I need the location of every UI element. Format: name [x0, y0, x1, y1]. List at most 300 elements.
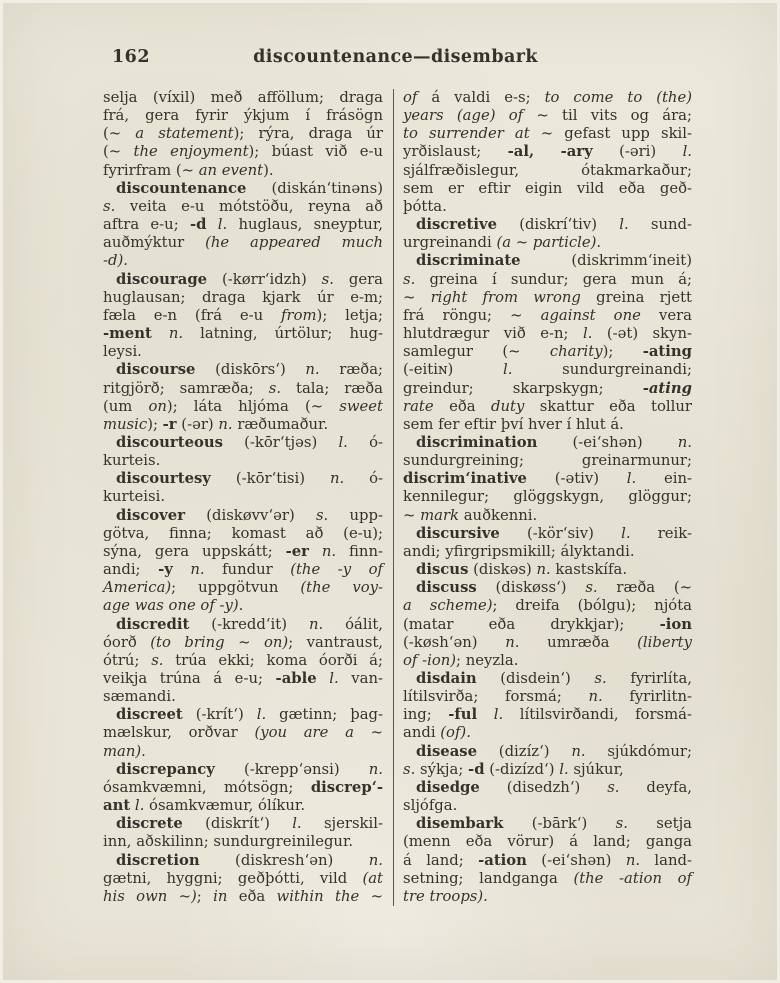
dict-line: [103, 652, 383, 670]
entry-text: the enjoyment: [133, 143, 249, 161]
entry-text: sýkja;: [415, 760, 469, 778]
entry-text: frá röngu; ~: [403, 306, 541, 324]
entry-text: s.: [268, 379, 282, 397]
dict-line: [403, 779, 692, 797]
entry-text: n.: [571, 742, 586, 760]
entry-text: ~: [359, 887, 383, 905]
headword-text: discrim‘inative: [403, 470, 527, 488]
entry-text: greindur; skarpskygn;: [403, 379, 643, 397]
dict-line: [403, 398, 692, 416]
entry-text: l.: [621, 524, 631, 542]
dict-line: [403, 852, 692, 870]
entry-text: l.: [619, 216, 629, 234]
dict-line: [103, 307, 383, 325]
dict-line: [403, 89, 692, 107]
entry-text: (liberty: [637, 633, 692, 651]
entry-text: fyrirlitn-: [602, 688, 692, 706]
headword-text: -able: [275, 670, 317, 687]
entry-text: (diskøss‘): [476, 579, 586, 597]
entry-text: kurteisi.: [103, 488, 166, 506]
entry-text: huglaus, sneyptur,: [227, 216, 383, 234]
entry-text: l.: [134, 797, 145, 815]
right-column: [403, 89, 692, 906]
dict-line: [403, 525, 692, 543]
entry-text: upp-: [328, 506, 383, 524]
entry-text: sem fer eftir því hver í hlut á.: [403, 415, 624, 433]
entry-text: (the voy-: [300, 579, 383, 597]
entry-text: sýna, gera uppskátt;: [103, 542, 286, 560]
entry-text: (-køsh‘ən): [403, 633, 506, 651]
entry-text: (-əri): [592, 143, 683, 161]
entry-text: l.: [292, 815, 302, 833]
dict-line: [403, 470, 692, 488]
entry-text: s.: [321, 270, 334, 288]
entry-text: sundurgreining; greinarmunur;: [403, 452, 692, 470]
entry-text: s.: [103, 197, 116, 215]
entry-text: n.: [677, 433, 692, 451]
entry-text: sjúkdómur;: [585, 742, 692, 760]
entry-text: duty: [491, 397, 525, 415]
headword-text: -er: [285, 542, 309, 560]
entry-text: n.: [505, 633, 520, 651]
dict-line: [103, 597, 383, 615]
entry-text: (~: [103, 125, 136, 143]
dict-line: [103, 89, 383, 107]
dict-line: [103, 724, 383, 742]
entry-text: (he appeared much: [205, 234, 383, 252]
entry-text: s.: [403, 270, 416, 288]
entry-text: charity: [549, 343, 603, 361]
entry-text: ;: [196, 887, 214, 905]
entry-text: (disdein‘): [476, 670, 595, 687]
entry-text: ; vantraust,: [288, 633, 383, 651]
entry-text: age was one of -y).: [103, 597, 244, 615]
dict-line: [103, 797, 383, 815]
entry-text: ; uppgötvun: [171, 579, 301, 597]
entry-text: [317, 670, 330, 687]
entry-text: ); láta hljóma (~: [166, 397, 340, 415]
dict-line: [103, 488, 383, 506]
entry-text: finn-: [336, 542, 383, 560]
entry-text: fæla e-n (frá e-u: [103, 306, 282, 324]
entry-text: ó-: [344, 470, 383, 488]
entry-text: (dizíz‘): [477, 742, 572, 760]
entry-text: á valdi e-s;: [417, 89, 545, 106]
entry-text: l.: [256, 706, 267, 724]
dict-line: [103, 289, 383, 307]
dict-line: [103, 198, 383, 216]
dict-line: [103, 416, 383, 434]
entry-text: frá, gera fyrir ýkjum í frásögn: [103, 107, 383, 125]
entry-text: aftra e-u;: [103, 216, 190, 234]
dict-line: [403, 761, 692, 779]
dict-line: [103, 525, 383, 543]
dict-line: [403, 706, 692, 724]
dict-line: [103, 125, 383, 143]
entry-text: n.: [329, 470, 345, 488]
entry-text: eða: [227, 887, 277, 905]
entry-text: (matar eða drykkjar);: [403, 615, 660, 633]
dict-line: [403, 180, 692, 198]
dict-line: [103, 507, 383, 525]
entry-text: andi; yfirgripsmikill; ályktandi.: [403, 542, 635, 560]
entry-text: inn, aðskilinn; sundurgreinilegur.: [103, 833, 354, 851]
headword-text: -d: [468, 760, 485, 778]
dict-line: [103, 398, 383, 416]
entry-text: ~ gefast upp skil-: [529, 125, 693, 143]
entry-text: kurteis.: [103, 452, 161, 470]
dict-line: [103, 870, 383, 888]
headword-text: discourteous: [116, 433, 223, 451]
dict-line: [403, 434, 692, 452]
headword-text: discover: [116, 506, 185, 524]
entry-text: (to bring ~ on): [150, 633, 289, 651]
entry-text: a statement: [135, 125, 234, 143]
headword-text: -ation: [478, 851, 527, 869]
entry-text: n.: [305, 361, 320, 379]
entry-text: selja (víxil) með afföllum; draga: [103, 89, 383, 106]
dict-line: [103, 361, 383, 379]
headword-text: -ion: [659, 615, 692, 633]
entry-text: gætinn; þag-: [266, 706, 383, 724]
dict-line: [403, 634, 692, 652]
column-divider-rule: [393, 89, 394, 906]
entry-text: (-ei‘shən): [526, 851, 626, 869]
dict-line: [403, 488, 692, 506]
entry-text: -d).: [103, 252, 128, 270]
entry-text: sljófga.: [403, 797, 458, 815]
headword-text: disdain: [416, 670, 477, 687]
dict-line: [403, 724, 692, 742]
entry-text: sjúkur,: [568, 760, 624, 778]
entry-text: sæmandi.: [103, 688, 176, 706]
dict-line: [403, 380, 692, 398]
entry-text: );: [147, 415, 163, 433]
entry-text: urgreinandi: [403, 234, 497, 252]
dict-line: [403, 507, 692, 525]
entry-text: greina rjett: [580, 288, 692, 306]
headword-text: -ment: [103, 325, 152, 343]
dict-line: [403, 125, 692, 143]
dict-line: [103, 216, 383, 234]
entry-text: setning; landganga: [403, 869, 574, 887]
entry-text: [152, 325, 169, 342]
entry-text: óorð: [103, 633, 151, 651]
entry-text: (-ər): [176, 415, 219, 433]
dict-line: [403, 198, 692, 216]
headword-text: discourtesy: [116, 470, 211, 488]
entry-text: andi;: [103, 561, 159, 579]
headword-text: disembark: [416, 815, 504, 833]
dict-line: [103, 162, 383, 180]
entry-text: skattur eða tollur: [524, 397, 692, 415]
entry-text: rate: [403, 397, 434, 415]
entry-text: ósamkvæmur, ólíkur.: [144, 797, 306, 815]
entry-text: (-kōr‘tjəs): [222, 433, 339, 451]
headword-text: discretive: [416, 216, 497, 234]
entry-text: tre troops).: [403, 887, 488, 905]
entry-text: sundurgreinandi;: [512, 361, 692, 379]
dict-line: [403, 361, 692, 379]
entry-text: veikja trúna á e-u;: [103, 670, 276, 687]
entry-text: hlutdrægur við e-n;: [403, 325, 583, 343]
headword-text: discrimination: [416, 433, 538, 451]
dict-line: [403, 343, 692, 361]
entry-text: ; dreifa (bólgu); njóta: [492, 597, 692, 615]
dict-line: [103, 833, 383, 851]
entry-text: auðkenni.: [459, 506, 538, 524]
running-head: discountenance—disembark: [253, 47, 538, 67]
entry-text: his own ~): [103, 887, 197, 905]
dict-line: [103, 852, 383, 870]
headword-text: discrete: [116, 815, 183, 833]
dict-line: [103, 143, 383, 161]
dict-line: [403, 252, 692, 270]
entry-text: an event: [198, 161, 264, 179]
entry-text: (diskresh‘ən): [199, 851, 369, 869]
entry-text: sjálfræðislegur, ótakmarkaður;: [403, 161, 692, 179]
dict-line: [403, 815, 692, 833]
entry-text: l.: [329, 670, 339, 687]
dict-line: [103, 470, 383, 488]
dict-line: [403, 743, 692, 761]
entry-text: l.: [503, 361, 513, 379]
dict-line: [103, 561, 383, 579]
entry-text: (-krepp‘ənsi): [214, 760, 369, 778]
entry-text: ; neyzla.: [456, 651, 519, 669]
dict-line: [403, 888, 692, 906]
dict-line: [403, 670, 692, 688]
entry-text: van-: [338, 670, 383, 687]
entry-text: ósamkvæmni, mótsögn;: [103, 778, 311, 796]
entry-text: to come to (the): [544, 89, 692, 106]
page-number: 162: [112, 47, 151, 67]
entry-text: (-kørr‘idzh): [207, 270, 322, 288]
entry-text: [309, 543, 322, 560]
headword-text: discreet: [116, 706, 183, 724]
entry-text: land-: [640, 851, 692, 869]
entry-text: (-krít‘): [182, 706, 257, 724]
headword-text: discourage: [116, 270, 208, 288]
headword-text: discuss: [416, 579, 477, 597]
dict-line: [403, 579, 692, 597]
entry-text: (~: [103, 143, 134, 161]
entry-text: á land;: [403, 851, 479, 869]
entry-text: þótta.: [403, 197, 447, 215]
entry-text: latning, úrtölur; hug-: [183, 325, 383, 343]
entry-text: huglausan; draga kjark úr e-m;: [103, 288, 383, 306]
headword-text: discursive: [416, 524, 500, 542]
entry-text: ræða;: [319, 361, 383, 379]
dict-line: [403, 416, 692, 434]
entry-text: [477, 706, 494, 723]
entry-text: ).: [263, 161, 274, 179]
dict-line: [103, 343, 383, 361]
entry-text: (-bārk‘): [503, 815, 616, 833]
dict-line: [403, 216, 692, 234]
entry-text: sjerskil-: [301, 815, 383, 833]
entry-text: ); letja;: [316, 306, 383, 324]
headword-text: disease: [416, 742, 478, 760]
entry-text: (disedzh‘): [479, 778, 608, 796]
entry-text: [206, 216, 217, 233]
headword-text: discrepancy: [116, 760, 215, 778]
headword-text: discrep‘-: [310, 778, 383, 796]
dict-line: [103, 688, 383, 706]
entry-text: ritgjörð; samræða;: [103, 379, 269, 397]
entry-text: s.: [594, 670, 607, 687]
dict-line: [403, 797, 692, 815]
entry-text: (diskrimm‘ineit): [520, 252, 692, 270]
dict-line: [103, 234, 383, 252]
headword-text: -ful: [448, 706, 478, 724]
dict-line: [103, 706, 383, 724]
entry-text: ~ til vits og ára;: [523, 107, 692, 125]
entry-text: l.: [582, 325, 593, 343]
entry-text: (diskrít‘): [182, 815, 293, 833]
dict-line: [103, 252, 383, 270]
dict-line: [103, 779, 383, 797]
entry-text: l.: [559, 760, 569, 778]
text-block: [103, 89, 692, 906]
entry-text: s.: [151, 651, 164, 669]
dict-line: [403, 234, 692, 252]
entry-text: sund-: [628, 216, 692, 234]
entry-text: n.: [321, 542, 337, 560]
dict-line: [403, 561, 692, 579]
entry-text: s.: [615, 815, 628, 833]
headword-text: discourse: [116, 361, 196, 379]
dict-line: [103, 543, 383, 561]
entry-text: sem er eftir eigin vild eða geð-: [403, 179, 692, 197]
entry-text: (diskəs): [468, 561, 537, 579]
entry-text: n.: [308, 615, 324, 633]
entry-text: sweet: [339, 397, 383, 415]
headword-text: ant: [103, 797, 131, 815]
headword-text: discredit: [116, 615, 190, 633]
dict-line: [403, 870, 692, 888]
headword-text: -y: [158, 561, 173, 579]
entry-text: (of).: [440, 724, 471, 742]
entry-text: reik-: [630, 524, 692, 542]
entry-text: ~: [403, 288, 431, 306]
entry-text: deyfa,: [619, 778, 692, 796]
entry-text: n.: [368, 760, 383, 778]
entry-text: s.: [403, 760, 416, 778]
entry-text: to surrender at: [403, 125, 530, 143]
dict-line: [103, 452, 383, 470]
dict-line: [403, 325, 692, 343]
entry-text: against one: [540, 306, 641, 324]
headword-text: -al,: [507, 143, 535, 161]
entry-text: on: [148, 397, 167, 415]
entry-text: óálit,: [323, 615, 383, 633]
dict-line: [403, 616, 692, 634]
dict-line: [403, 688, 692, 706]
entry-text: man).: [103, 742, 146, 760]
entry-text: gera: [333, 270, 383, 288]
dict-line: [403, 107, 692, 125]
entry-text: (at: [362, 869, 383, 887]
headword-text: discretion: [116, 851, 200, 869]
dict-line: [403, 271, 692, 289]
headword-text: discriminate: [416, 252, 521, 270]
entry-text: s.: [607, 778, 620, 796]
dict-line: [403, 289, 692, 307]
dict-line: [103, 616, 383, 634]
entry-text: years (age) of: [403, 107, 524, 125]
entry-text: ); rýra, draga úr: [233, 125, 383, 143]
entry-text: (-ətiv): [526, 470, 627, 488]
entry-text: (-ei‘shən): [537, 433, 678, 451]
entry-text: l.: [338, 433, 348, 451]
entry-text: n.: [190, 561, 205, 579]
entry-text: samlegur (~: [403, 343, 550, 361]
dict-line: [403, 833, 692, 851]
entry-text: fyrirlíta,: [606, 670, 692, 687]
entry-text: );: [602, 343, 643, 361]
dict-line: [103, 743, 383, 761]
entry-text: l.: [682, 143, 692, 161]
dict-line: [103, 434, 383, 452]
entry-text: veita e-u mótstöðu, reyna að: [115, 197, 383, 215]
entry-text: mælskur, orðvar: [103, 724, 255, 742]
entry-text: a scheme): [403, 597, 493, 615]
entry-text: umræða: [519, 633, 638, 651]
dict-line: [103, 325, 383, 343]
dict-line: [103, 761, 383, 779]
entry-text: trúa ekki; koma óorði á;: [163, 651, 383, 669]
dict-line: [103, 380, 383, 398]
entry-text: auðmýktur: [103, 234, 206, 252]
entry-text: music: [103, 415, 148, 433]
entry-text: lítilsvirðandi, forsmá-: [503, 706, 692, 724]
headword-text: discountenance: [116, 179, 247, 197]
entry-text: n.: [588, 688, 603, 706]
entry-text: (-kōr‘tisi): [210, 470, 330, 488]
entry-text: (diskōrs‘): [195, 361, 306, 379]
headword-text: discus: [416, 561, 469, 579]
entry-text: lítilsvirða; forsmá;: [403, 688, 589, 706]
entry-text: n.: [536, 561, 551, 579]
entry-text: eða: [433, 397, 492, 415]
entry-text: from: [281, 306, 317, 324]
dict-line: [403, 597, 692, 615]
dict-line: [403, 143, 692, 161]
entry-text: (-eitiɴ): [403, 361, 503, 379]
dict-line: [403, 652, 692, 670]
headword-text: -ary: [560, 143, 593, 161]
dict-line: [103, 180, 383, 198]
entry-text: America): [103, 579, 172, 597]
entry-text: (the -y of: [290, 561, 383, 579]
dict-line: [103, 670, 383, 688]
dict-line: [403, 307, 692, 325]
entry-text: (-ət) skyn-: [592, 325, 692, 343]
entry-text: l.: [493, 706, 504, 724]
entry-text: l.: [626, 470, 637, 488]
entry-text: tala; ræða: [281, 379, 383, 397]
entry-text: in: [213, 887, 228, 905]
page-header: [103, 47, 688, 71]
dict-line: [103, 888, 383, 906]
dict-line: [403, 162, 692, 180]
dict-line: [403, 452, 692, 470]
entry-text: of: [403, 89, 418, 106]
entry-text: andi: [403, 724, 441, 742]
entry-text: n.: [625, 851, 641, 869]
entry-text: mark: [420, 506, 460, 524]
